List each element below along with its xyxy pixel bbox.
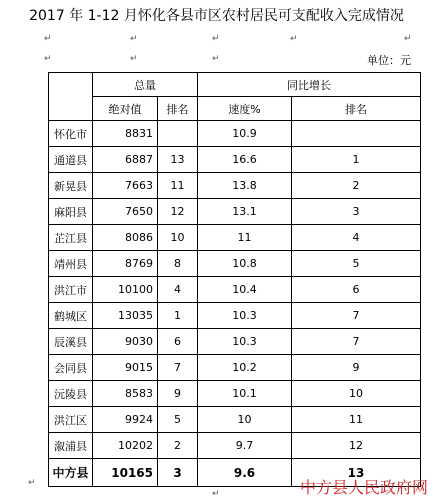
header-row-1 [49, 73, 421, 97]
watermark: 中方县人民政府网 [300, 478, 429, 497]
absolute-value: 9924 [93, 407, 158, 433]
table-row [49, 355, 421, 381]
absolute-value: 7663 [93, 173, 158, 199]
growth-rank: 3 [292, 199, 421, 225]
growth-rank: 10 [292, 381, 421, 407]
paragraph-mark: ↵ [130, 54, 138, 64]
total-rank: 8 [158, 251, 198, 277]
absolute-value: 8086 [93, 225, 158, 251]
growth-speed: 10.3 [198, 303, 292, 329]
growth-speed: 10.8 [198, 251, 292, 277]
growth-rank: 1 [292, 147, 421, 173]
county-name: 靖州县 [49, 251, 93, 277]
absolute-value: 8583 [93, 381, 158, 407]
income-table [48, 72, 421, 487]
county-name: 辰溪县 [49, 329, 93, 355]
paragraph-mark: ↵ [290, 34, 298, 44]
total-rank: 13 [158, 147, 198, 173]
total-rank [158, 121, 198, 147]
absolute-value: 10100 [93, 277, 158, 303]
county-name: 怀化市 [49, 121, 93, 147]
paragraph-mark: ↵ [212, 54, 220, 64]
county-name: 芷江县 [49, 225, 93, 251]
growth-speed: 10.4 [198, 277, 292, 303]
table-row [49, 147, 421, 173]
growth-speed: 13.1 [198, 199, 292, 225]
paragraph-mark: ↵ [212, 34, 220, 44]
paragraph-mark: ↵ [212, 489, 220, 499]
corner-cell [49, 73, 93, 121]
paragraph-mark: ↵ [130, 34, 138, 44]
growth-speed: 9.6 [198, 459, 292, 487]
growth-speed: 13.8 [198, 173, 292, 199]
paragraph-mark: ↵ [404, 34, 412, 44]
county-name: 溆浦县 [49, 433, 93, 459]
table-row [49, 121, 421, 147]
total-rank: 10 [158, 225, 198, 251]
table-row [49, 381, 421, 407]
table-row [49, 303, 421, 329]
absolute-value: 7650 [93, 199, 158, 225]
paragraph-mark: ↵ [44, 34, 52, 44]
growth-speed: 10.1 [198, 381, 292, 407]
table-row [49, 199, 421, 225]
absolute-value: 9015 [93, 355, 158, 381]
growth-speed: 10.9 [198, 121, 292, 147]
growth-rank: 7 [292, 303, 421, 329]
growth-rank: 7 [292, 329, 421, 355]
growth-rank: 5 [292, 251, 421, 277]
absolute-value: 8769 [93, 251, 158, 277]
county-name: 新晃县 [49, 173, 93, 199]
growth-rank: 6 [292, 277, 421, 303]
table-row [49, 329, 421, 355]
growth-rank: 2 [292, 173, 421, 199]
total-rank: 3 [158, 459, 198, 487]
header-speed: 速度% [198, 97, 292, 121]
county-name: 洪江区 [49, 407, 93, 433]
county-name: 中方县 [49, 459, 93, 487]
unit-label: 单位：元 [367, 54, 411, 67]
county-name: 鹤城区 [49, 303, 93, 329]
county-name: 洪江市 [49, 277, 93, 303]
document-title: 2017 年 1-12 月怀化各县市区农村居民可支配收入完成情况 [29, 8, 404, 24]
total-rank: 7 [158, 355, 198, 381]
growth-speed: 10.3 [198, 329, 292, 355]
table-row [49, 173, 421, 199]
table-row [49, 225, 421, 251]
growth-rank [292, 121, 421, 147]
total-rank: 11 [158, 173, 198, 199]
county-name: 沅陵县 [49, 381, 93, 407]
header-absolute: 绝对值 [93, 97, 158, 121]
table-row [49, 433, 421, 459]
absolute-value: 9030 [93, 329, 158, 355]
table-row [49, 251, 421, 277]
county-name: 通道县 [49, 147, 93, 173]
growth-speed: 10.2 [198, 355, 292, 381]
growth-speed: 16.6 [198, 147, 292, 173]
total-rank: 6 [158, 329, 198, 355]
header-row-2 [49, 97, 421, 121]
header-rank-growth: 排名 [292, 97, 421, 121]
growth-rank: 9 [292, 355, 421, 381]
growth-speed: 10 [198, 407, 292, 433]
growth-rank: 12 [292, 433, 421, 459]
absolute-value: 8831 [93, 121, 158, 147]
county-name: 会同县 [49, 355, 93, 381]
total-rank: 1 [158, 303, 198, 329]
table-row [49, 277, 421, 303]
table-row [49, 407, 421, 433]
absolute-value: 10202 [93, 433, 158, 459]
absolute-value: 6887 [93, 147, 158, 173]
total-rank: 4 [158, 277, 198, 303]
total-rank: 5 [158, 407, 198, 433]
header-growth: 同比增长 [198, 73, 421, 97]
absolute-value: 10165 [93, 459, 158, 487]
total-rank: 12 [158, 199, 198, 225]
paragraph-mark: ↵ [44, 54, 52, 64]
growth-speed: 9.7 [198, 433, 292, 459]
header-rank: 排名 [158, 97, 198, 121]
growth-speed: 11 [198, 225, 292, 251]
header-total: 总量 [93, 73, 198, 97]
growth-rank: 4 [292, 225, 421, 251]
absolute-value: 13035 [93, 303, 158, 329]
county-name: 麻阳县 [49, 199, 93, 225]
growth-rank: 13 [292, 459, 421, 487]
total-rank: 2 [158, 433, 198, 459]
growth-rank: 11 [292, 407, 421, 433]
total-rank: 9 [158, 381, 198, 407]
paragraph-mark: ↵ [28, 478, 36, 488]
